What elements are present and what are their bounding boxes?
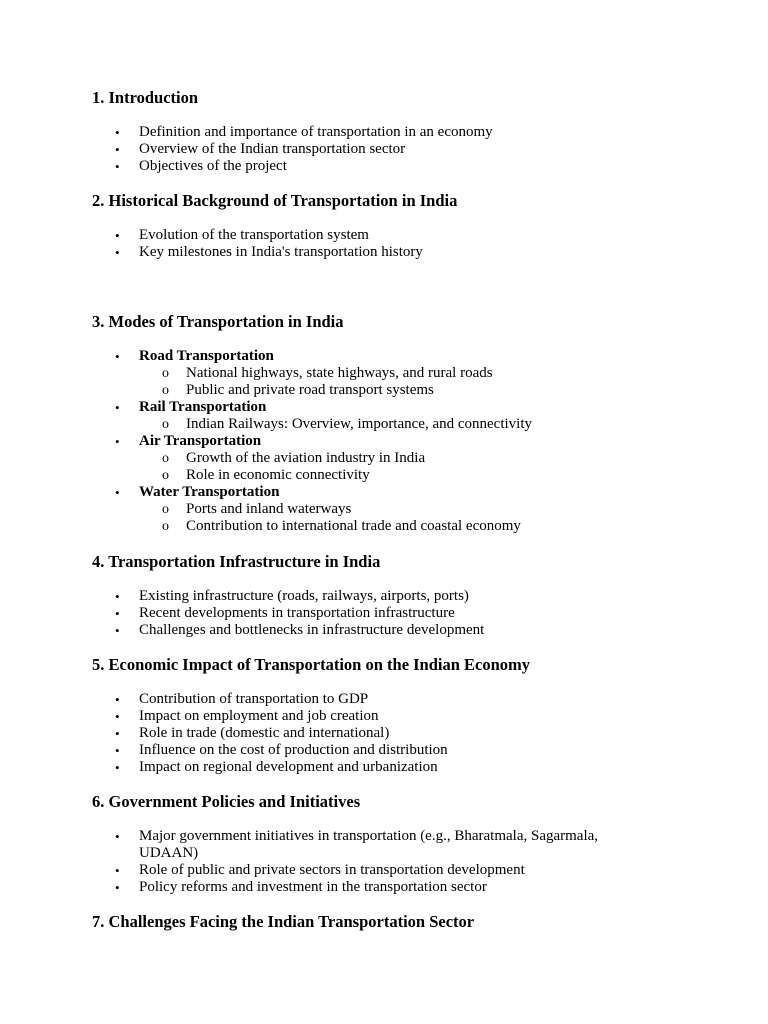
list-item: • Policy reforms and investment in the transportation sector [139,879,619,896]
list-item: • Objectives of the project [139,158,639,175]
section-list-economic-impact [139,691,639,776]
section-heading-economic-impact: 5. Economic Impact of Transportation on the Indian Economy [92,655,531,674]
list-item: • Role of public and private sectors in transportation development [139,862,619,879]
group-label: Water Transportation [139,484,280,500]
group-label: Road Transportation [139,348,274,364]
section-heading-modes-of-transportation: 3. Modes of Transportation in India [92,312,344,331]
sub-list-item: o Public and private road transport systems [186,382,639,399]
section-list-historical-background [139,227,639,261]
section-heading-government-policies: 6. Government Policies and Initiatives [92,792,361,811]
sub-list-item: o Ports and inland waterways [186,501,639,518]
list-item-air-transportation [139,433,639,484]
list-item-road-transportation [139,348,639,399]
sub-list-item: o National highways, state highways, and rural roads [186,365,639,382]
section-heading-historical-background: 2. Historical Background of Transportation in India [92,191,458,210]
sublist-road-transportation [139,365,639,399]
list-item: • Influence on the cost of production and distribution [139,742,639,759]
list-item: • Definition and importance of transportation in an economy [139,124,639,141]
group-label: Rail Transportation [139,399,267,415]
section-list-modes-of-transportation [139,348,639,535]
sub-list-item: o Role in economic connectivity [186,467,639,484]
list-item: • Role in trade (domestic and international) [139,725,639,742]
section-list-infrastructure [139,588,639,639]
list-item: • Contribution of transportation to GDP [139,691,639,708]
sublist-air-transportation [139,450,639,484]
section-list-government-policies [139,828,619,896]
section-list-introduction [139,124,639,175]
list-item: • Impact on employment and job creation [139,708,639,725]
list-item: • Challenges and bottlenecks in infrastructure development [139,622,639,639]
sub-list-item: o Indian Railways: Overview, importance, and connectivity [186,416,639,433]
list-item-water-transportation [139,484,639,535]
list-item: • Impact on regional development and urbanization [139,759,639,776]
list-item: • Overview of the Indian transportation sector [139,141,639,158]
group-label: Air Transportation [139,433,262,449]
list-item: • Key milestones in India's transportation history [139,244,639,261]
section-heading-challenges: 7. Challenges Facing the Indian Transportation Sector [92,912,475,931]
sublist-water-transportation [139,501,639,535]
sub-list-item: o Contribution to international trade and coastal economy [186,518,639,535]
section-heading-infrastructure: 4. Transportation Infrastructure in India [92,552,381,571]
list-item: • Major government initiatives in transportation (e.g., Bharatmala, Sagarmala, UDAAN) [139,828,619,862]
list-item: • Evolution of the transportation system [139,227,639,244]
list-item: • Existing infrastructure (roads, railways, airports, ports) [139,588,639,605]
sub-list-item: o Growth of the aviation industry in India [186,450,639,467]
list-item-rail-transportation [139,399,639,433]
list-item: • Recent developments in transportation infrastructure [139,605,639,622]
sublist-rail-transportation [139,416,639,433]
section-heading-introduction: 1. Introduction [92,88,199,107]
